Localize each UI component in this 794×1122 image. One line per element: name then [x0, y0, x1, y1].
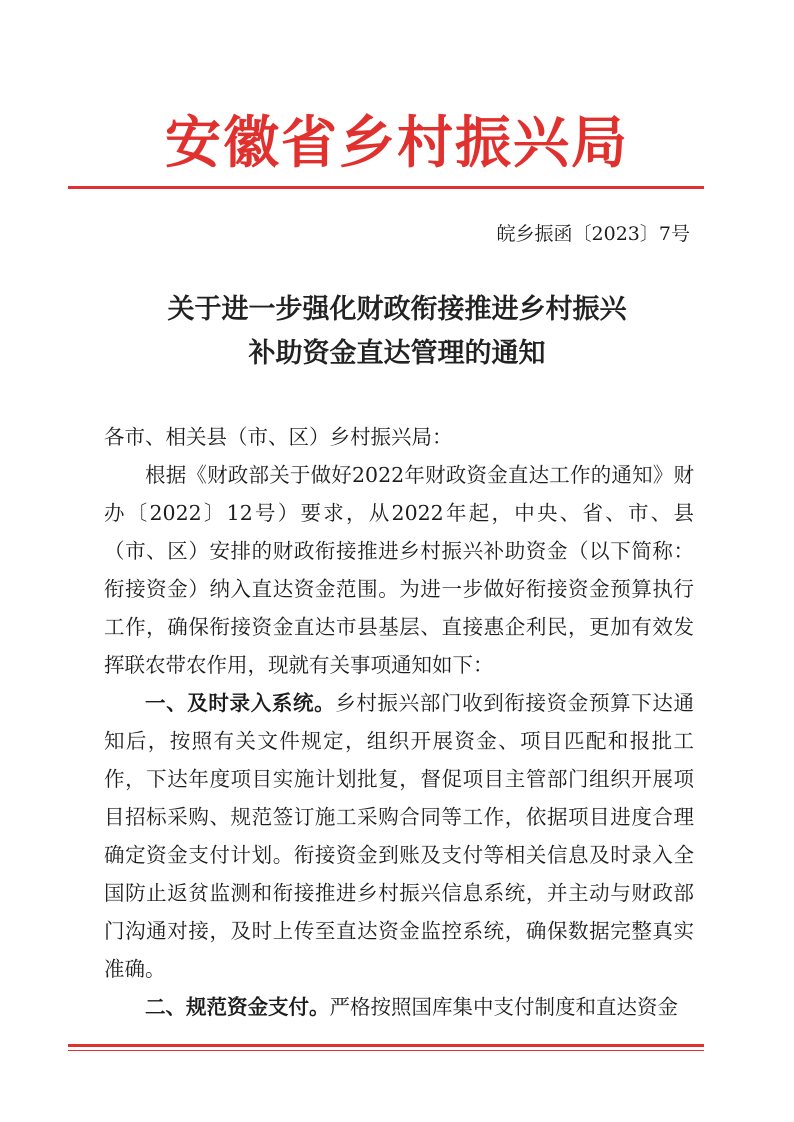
section-1-paragraph — [104, 684, 694, 988]
document-title — [0, 288, 794, 376]
section-1-heading: 一、及时录入系统。 — [145, 691, 336, 715]
salutation: 各市、相关县（市、区）乡村振兴局： — [104, 425, 453, 449]
red-footer-rule — [68, 1044, 704, 1047]
document-title-line-2: 补助资金直达管理的通知 — [248, 338, 546, 369]
section-2-paragraph — [104, 988, 694, 1026]
document-title-line-1: 关于进一步强化财政衔接推进乡村振兴 — [167, 294, 627, 325]
red-footer-rule-thin — [68, 1050, 704, 1051]
section-1-text: 乡村振兴部门收到衔接资金预算下达通知后，按照有关文件规定，组织开展资金、项目匹配和报批工作，下达年度项目实施计划批复，督促项目主管部门组织开展项目招标采购、规范签订施工采购合同等工作，依据项目进度合理确定资金支付计划。衔接资金到账及支付等相关信息及时录入全国防止返贫监测和衔接推进乡村振兴信息系统，并主动与财政部门沟通对接，及时上传至直达资金监控系统，确保数据完整真实准确。 — [104, 691, 695, 981]
issuing-organization-title: 安徽省乡村振兴局 — [165, 110, 629, 176]
intro-paragraph: 根据《财政部关于做好2022年财政资金直达工作的通知》财办〔2022〕12号）要求，从2022年起，中央、省、市、县（市、区）安排的财政衔接推进乡村振兴补助资金（以下简称：衔接资金）纳入直达资金范围。为进一步做好衔接资金预算执行工作，确保衔接资金直达市县基层、直接惠企利民，更加有效发挥联农带农作用，现就有关事项通知如下： — [104, 463, 694, 677]
section-2-heading: 二、规范资金支付。 — [145, 995, 330, 1019]
section-2-text: 严格按照国库集中支付制度和直达资金 — [329, 995, 678, 1019]
document-body — [104, 418, 694, 1026]
document-number: 皖乡振函〔2023〕7号 — [496, 223, 690, 245]
red-header-rule — [68, 186, 704, 189]
